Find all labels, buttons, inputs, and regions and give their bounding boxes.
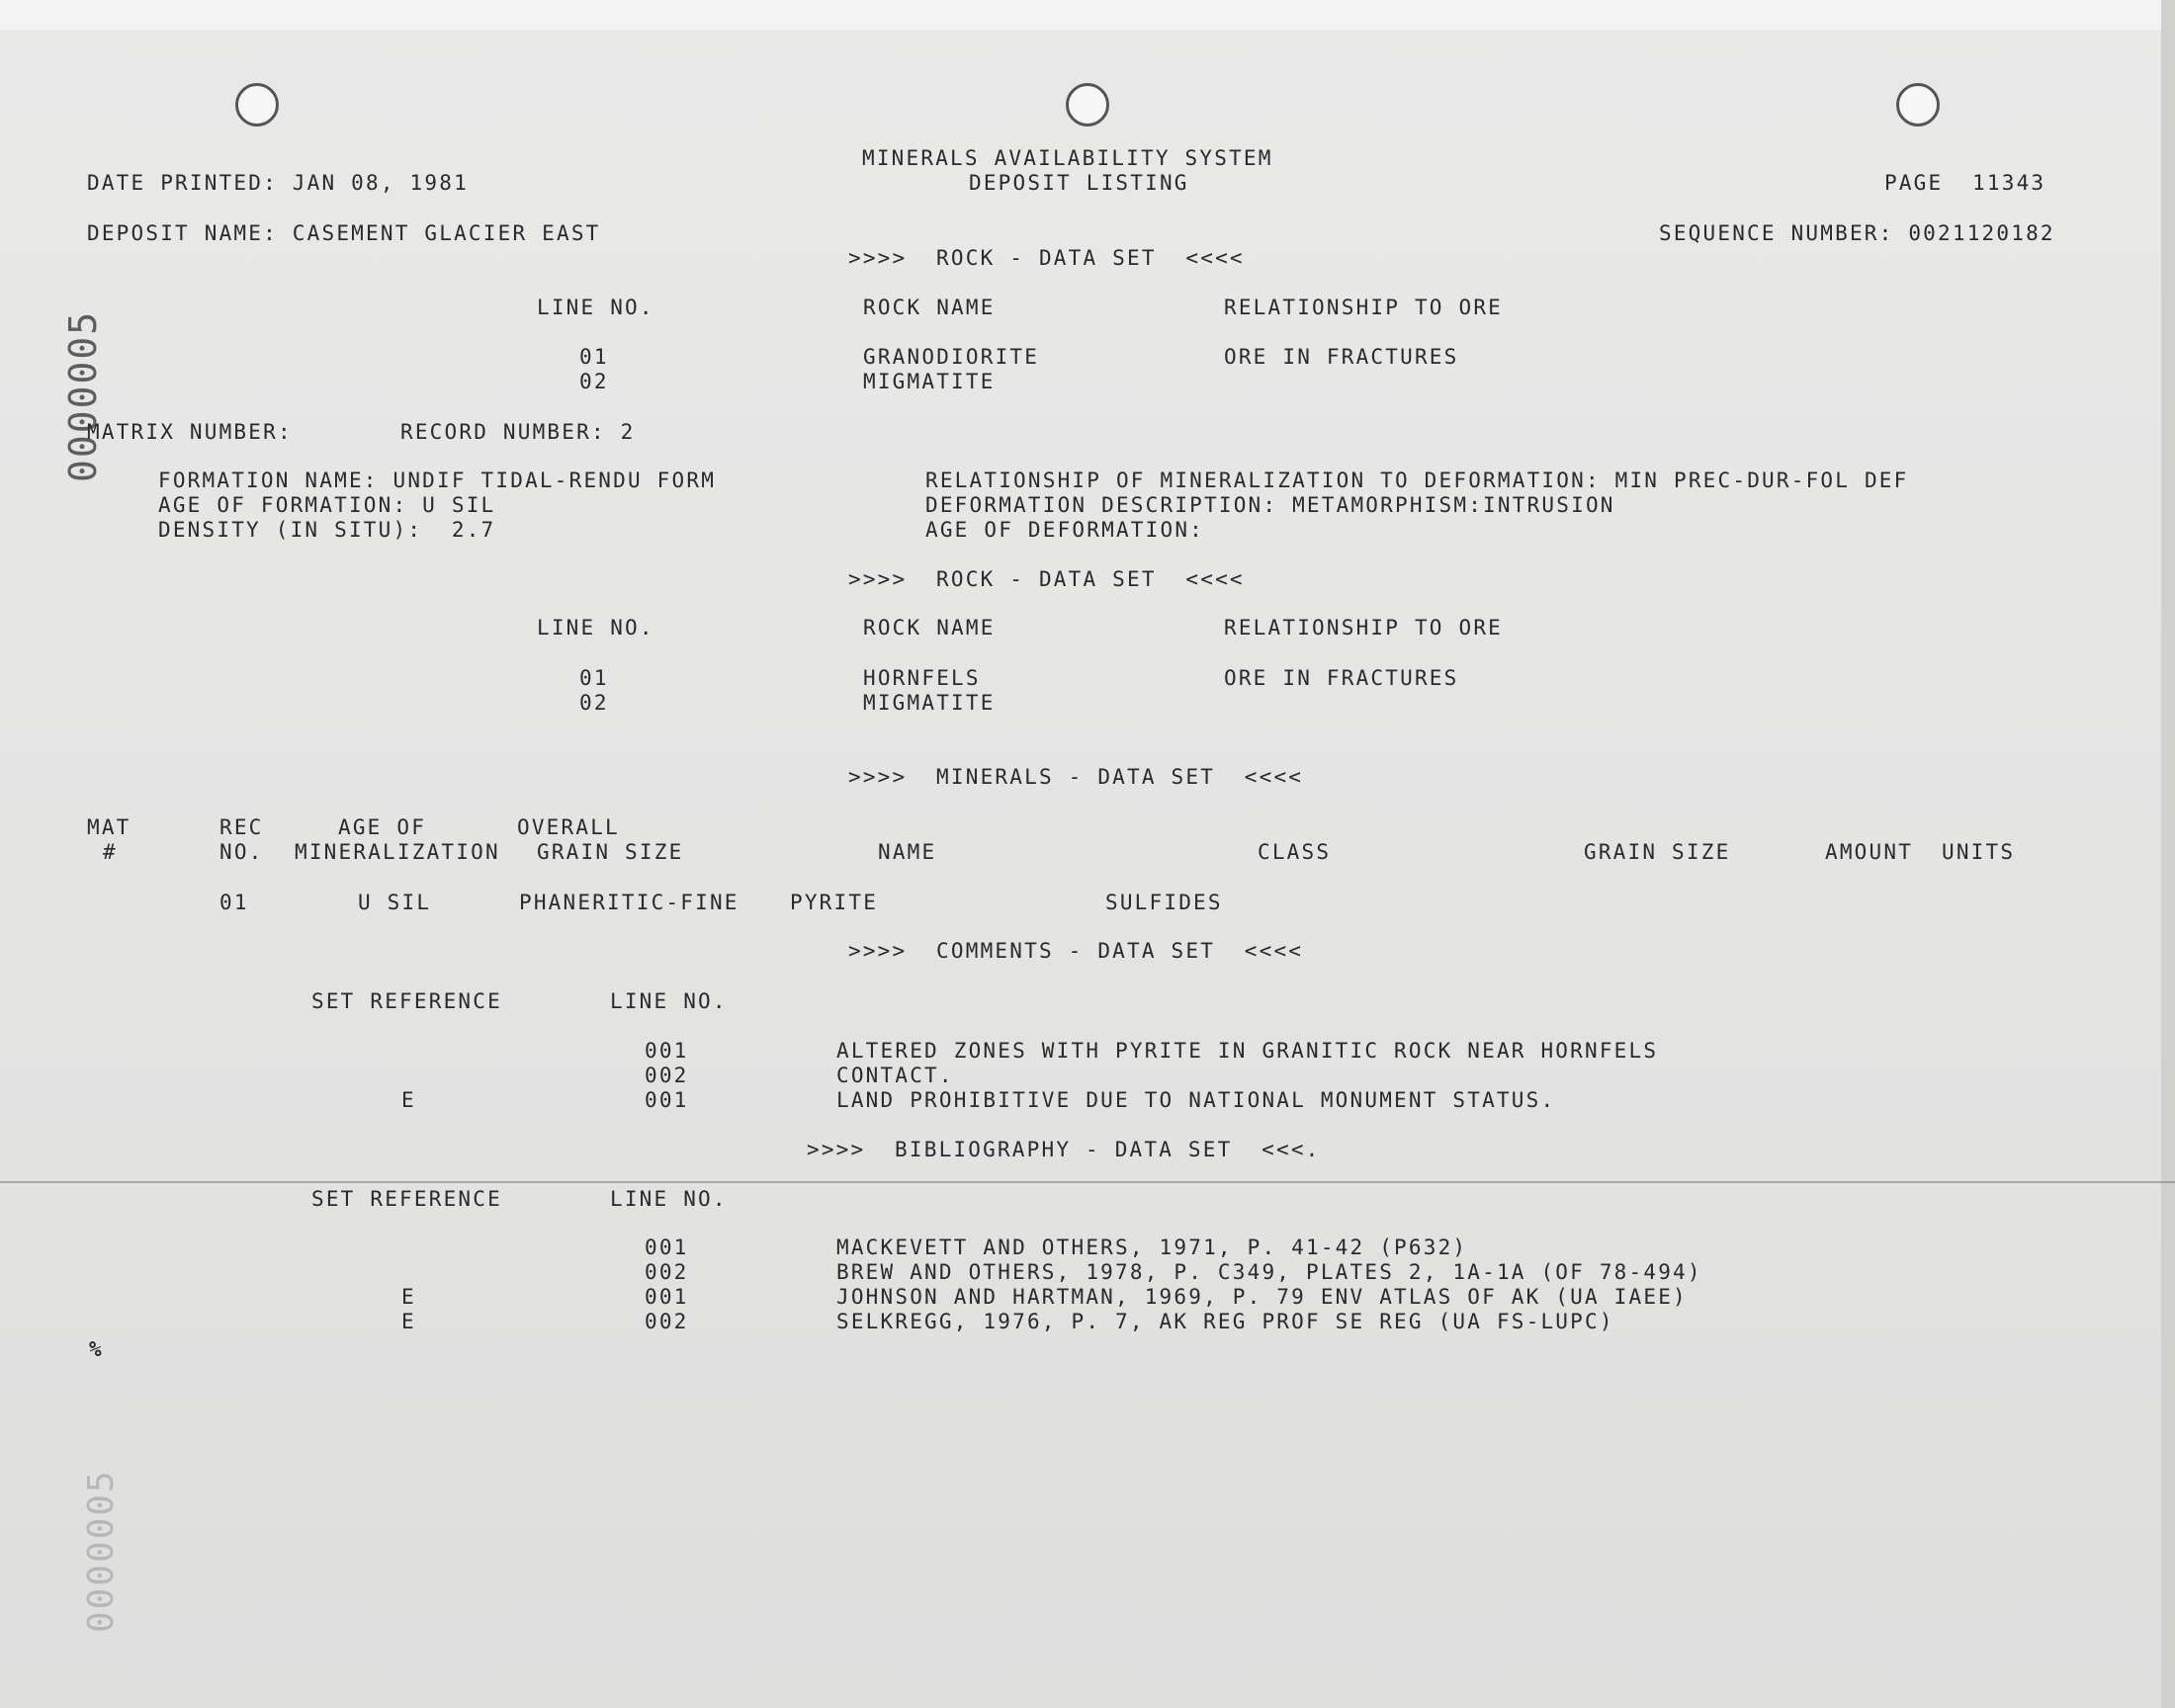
table-row: 02 (579, 370, 609, 393)
deformation-description: DEFORMATION DESCRIPTION: METAMORPHISM:INTRUSION (925, 493, 1615, 517)
density: DENSITY (IN SITU): 2.7 (158, 518, 496, 542)
table-row: JOHNSON AND HARTMAN, 1969, P. 79 ENV ATLAS OF AK (UA IAEE) (836, 1285, 1688, 1309)
sequence-number: SEQUENCE NUMBER: 0021120182 (1659, 221, 2055, 245)
table-row: E (401, 1285, 416, 1309)
film-number-faded: 0000005 (81, 1469, 122, 1633)
table-row: PYRITE (790, 891, 879, 914)
matrix-number: MATRIX NUMBER: (87, 420, 293, 444)
film-number: 0000005 (61, 309, 105, 482)
age-of-deformation: AGE OF DEFORMATION: (925, 518, 1205, 542)
minerals-header-mat-hash: # (103, 840, 118, 864)
table-row: 001 (645, 1088, 689, 1112)
minerals-header-age: AGE OF (338, 815, 427, 839)
minerals-set-banner: >>>> MINERALS - DATA SET <<<< (848, 765, 1304, 789)
rock-set-2-banner: >>>> ROCK - DATA SET <<<< (848, 567, 1245, 591)
table-row: 001 (645, 1236, 689, 1259)
table-row: CONTACT. (836, 1064, 954, 1087)
table-row: 001 (645, 1285, 689, 1309)
relationship-deformation: RELATIONSHIP OF MINERALIZATION TO DEFORMATION: MIN PREC-DUR-FOL DEF (925, 469, 1909, 492)
minerals-header-mat: MAT (87, 815, 131, 839)
right-edge (2161, 0, 2175, 1708)
comments-header-line: LINE NO. (610, 989, 728, 1013)
punch-hole-right-icon (1896, 83, 1940, 127)
table-row: 02 (579, 691, 609, 715)
table-row: 01 (579, 666, 609, 690)
punch-hole-left-icon (235, 83, 279, 127)
page-number: PAGE 11343 (1884, 171, 2046, 195)
minerals-header-name: NAME (878, 840, 937, 864)
end-mark: % (89, 1337, 104, 1361)
system-title: MINERALS AVAILABILITY SYSTEM (862, 146, 1273, 170)
rock-set-1-banner: >>>> ROCK - DATA SET <<<< (848, 246, 1245, 270)
rock-set-1-header-relationship: RELATIONSHIP TO ORE (1224, 296, 1504, 319)
table-row: MIGMATITE (863, 370, 996, 393)
table-row: 002 (645, 1064, 689, 1087)
table-row: E (401, 1088, 416, 1112)
table-row: SELKREGG, 1976, P. 7, AK REG PROF SE REG (UA FS-LUPC) (836, 1310, 1614, 1333)
minerals-header-overall: OVERALL (517, 815, 620, 839)
minerals-header-rec-no: NO. (219, 840, 264, 864)
bibliography-header-set-reference: SET REFERENCE (311, 1187, 502, 1211)
minerals-header-units: UNITS (1942, 840, 2016, 864)
minerals-header-mineralization: MINERALIZATION (295, 840, 500, 864)
table-row: ORE IN FRACTURES (1224, 666, 1459, 690)
table-row: MACKEVETT AND OTHERS, 1971, P. 41-42 (P632) (836, 1236, 1468, 1259)
table-row: BREW AND OTHERS, 1978, P. C349, PLATES 2, 1A-1A (OF 78-494) (836, 1260, 1702, 1284)
table-row: LAND PROHIBITIVE DUE TO NATIONAL MONUMENT STATUS. (836, 1088, 1556, 1112)
table-row: MIGMATITE (863, 691, 996, 715)
table-row: GRANODIORITE (863, 345, 1040, 369)
rock-set-2-header-line: LINE NO. (537, 616, 654, 640)
fold-line (0, 1181, 2175, 1183)
table-row: 01 (579, 345, 609, 369)
comments-set-banner: >>>> COMMENTS - DATA SET <<<< (848, 939, 1304, 963)
table-row: PHANERITIC-FINE (519, 891, 740, 914)
rock-set-1-header-line: LINE NO. (537, 296, 654, 319)
table-row: HORNFELS (863, 666, 981, 690)
table-row: E (401, 1310, 416, 1333)
listing-title: DEPOSIT LISTING (969, 171, 1189, 195)
minerals-header-class: CLASS (1258, 840, 1332, 864)
minerals-header-grain: GRAIN SIZE (1584, 840, 1731, 864)
top-edge (0, 0, 2175, 30)
rock-set-2-header-relationship: RELATIONSHIP TO ORE (1224, 616, 1504, 640)
bibliography-header-line: LINE NO. (610, 1187, 728, 1211)
minerals-header-grain-size: GRAIN SIZE (537, 840, 684, 864)
table-row: 002 (645, 1260, 689, 1284)
punch-hole-center-icon (1066, 83, 1109, 127)
table-row: SULFIDES (1105, 891, 1223, 914)
rock-set-1-header-rock: ROCK NAME (863, 296, 996, 319)
formation-name: FORMATION NAME: UNDIF TIDAL-RENDU FORM (158, 469, 717, 492)
comments-header-set-reference: SET REFERENCE (311, 989, 502, 1013)
table-row: U SIL (358, 891, 432, 914)
table-row: 01 (219, 891, 249, 914)
deposit-name: DEPOSIT NAME: CASEMENT GLACIER EAST (87, 221, 601, 245)
table-row: ORE IN FRACTURES (1224, 345, 1459, 369)
minerals-header-rec: REC (219, 815, 264, 839)
date-printed: DATE PRINTED: JAN 08, 1981 (87, 171, 469, 195)
age-of-formation: AGE OF FORMATION: U SIL (158, 493, 496, 517)
rock-set-2-header-rock: ROCK NAME (863, 616, 996, 640)
table-row: 001 (645, 1039, 689, 1063)
bibliography-set-banner: >>>> BIBLIOGRAPHY - DATA SET <<<. (807, 1138, 1321, 1161)
table-row: ALTERED ZONES WITH PYRITE IN GRANITIC ROCK NEAR HORNFELS (836, 1039, 1659, 1063)
record-number: RECORD NUMBER: 2 (400, 420, 636, 444)
minerals-header-amount: AMOUNT (1825, 840, 1914, 864)
table-row: 002 (645, 1310, 689, 1333)
